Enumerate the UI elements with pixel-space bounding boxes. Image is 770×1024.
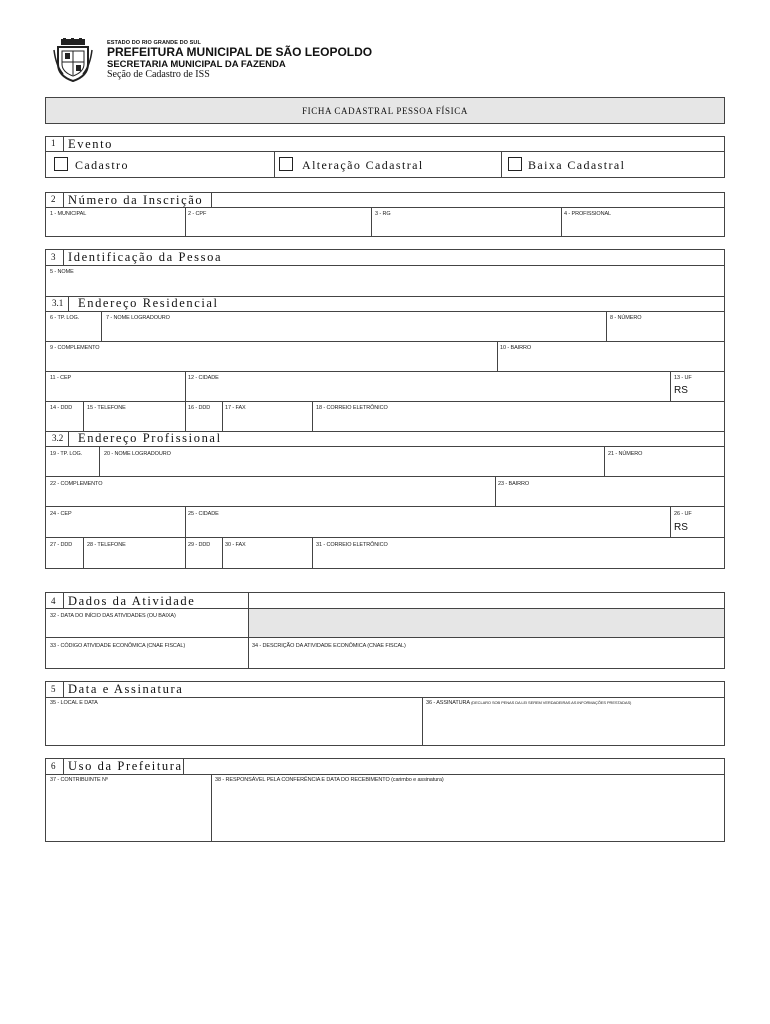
section-1-title: Evento bbox=[68, 137, 114, 151]
municipal-coat-of-arms-logo bbox=[53, 38, 93, 82]
section-3-2-number: 3.2 bbox=[52, 433, 64, 443]
section-4-number: 4 bbox=[51, 596, 56, 606]
field-38-responsavel-conferencia[interactable] bbox=[215, 777, 444, 783]
field-15-telefone[interactable]: 15 - TELEFONE bbox=[87, 405, 126, 411]
field-9-complemento[interactable]: 9 - COMPLEMENTO bbox=[50, 345, 100, 351]
checkbox-cadastro[interactable] bbox=[54, 157, 68, 171]
field-33-codigo-atividade[interactable]: 33 - CÓDIGO ATIVIDADE ECONÔMICA (CNAE FISCAL) bbox=[50, 643, 186, 649]
section-3-1-number: 3.1 bbox=[52, 298, 64, 308]
form-title: FICHA CADASTRAL PESSOA FÍSICA bbox=[302, 106, 468, 116]
field-18-correio-eletronico[interactable]: 18 - CORREIO ELETRÔNICO bbox=[316, 405, 388, 411]
field-34-descricao-atividade[interactable]: 34 - DESCRIÇÃO DA ATIVIDADE ECONÔMICA (CNAE FISCAL) bbox=[252, 643, 406, 649]
checkbox-baixa-cadastral-label: Baixa Cadastral bbox=[528, 158, 626, 172]
section-1-number: 1 bbox=[51, 138, 56, 148]
field-37-contribuinte-no[interactable]: 37 - CONTRIBUINTE Nº bbox=[50, 777, 108, 783]
field-2-cpf[interactable]: 2 - CPF bbox=[188, 211, 207, 217]
section-5-number: 5 bbox=[51, 684, 56, 694]
field-3-rg[interactable]: 3 - RG bbox=[375, 211, 391, 217]
section-4-title: Dados da Atividade bbox=[68, 594, 196, 608]
checkbox-cadastro-label: Cadastro bbox=[75, 158, 129, 172]
field-26-uf[interactable]: 26 - UF bbox=[674, 511, 692, 517]
checkbox-baixa-cadastral[interactable] bbox=[508, 157, 522, 171]
header-secao: Seção de Cadastro de ISS bbox=[107, 69, 210, 80]
field-36-assinatura-label: 36 - ASSINATURA bbox=[426, 700, 470, 706]
field-35-local-e-data[interactable]: 35 - LOCAL E DATA bbox=[50, 700, 98, 706]
field-20-nome-logradouro[interactable]: 20 - NOME LOGRADOURO bbox=[104, 451, 171, 457]
checkbox-alteracao-cadastral-label: Alteração Cadastral bbox=[302, 158, 424, 172]
field-25-cidade[interactable]: 25 - CIDADE bbox=[188, 511, 219, 517]
form-title-bar bbox=[45, 97, 725, 124]
field-36-assinatura-note: (DECLARO SOB PENAS DA LEI SEREM VERDADEIRAS AS INFORMAÇÕES PRESTADAS) bbox=[471, 700, 632, 705]
field-6-tp-log[interactable]: 6 - TP. LOG. bbox=[50, 315, 80, 321]
field-36-assinatura[interactable] bbox=[426, 700, 631, 706]
field-7-nome-logradouro[interactable]: 7 - NOME LOGRADOURO bbox=[106, 315, 170, 321]
header-state: ESTADO DO RIO GRANDE DO SUL bbox=[107, 40, 201, 46]
field-16-ddd[interactable]: 16 - DDD bbox=[188, 405, 211, 411]
field-13-uf[interactable]: 13 - UF bbox=[674, 375, 692, 381]
field-23-bairro[interactable]: 23 - BAIRRO bbox=[498, 481, 529, 487]
field-31-correio-eletronico[interactable]: 31 - CORREIO ELETRÔNICO bbox=[316, 542, 388, 548]
field-30-fax[interactable]: 30 - FAX bbox=[225, 542, 246, 548]
header-prefeitura: PREFEITURA MUNICIPAL DE SÃO LEOPOLDO bbox=[107, 45, 373, 59]
field-14-ddd[interactable]: 14 - DDD bbox=[50, 405, 73, 411]
field-4-profissional[interactable]: 4 - PROFISSIONAL bbox=[564, 211, 611, 217]
field-19-tp-log[interactable]: 19 - TP. LOG. bbox=[50, 451, 83, 457]
section-3-2-title: Endereço Profissional bbox=[78, 431, 222, 445]
section-3-1-title: Endereço Residencial bbox=[78, 296, 219, 310]
field-32-data-inicio-atividades[interactable]: 32 - DATA DO INÍCIO DAS ATIVIDADES (OU BAIXA) bbox=[50, 613, 176, 619]
field-22-complemento[interactable]: 22 - COMPLEMENTO bbox=[50, 481, 103, 487]
section-5-title: Data e Assinatura bbox=[68, 682, 184, 696]
field-38-label: 38 - RESPONSÁVEL PELA CONFERÊNCIA E DATA DO RECEBIMENTO bbox=[215, 777, 390, 783]
field-28-telefone[interactable]: 28 - TELEFONE bbox=[87, 542, 126, 548]
field-17-fax[interactable]: 17 - FAX bbox=[225, 405, 246, 411]
header-secretaria: SECRETARIA MUNICIPAL DA FAZENDA bbox=[107, 59, 286, 70]
field-27-ddd[interactable]: 27 - DDD bbox=[50, 542, 73, 548]
uf-residencial-value: RS bbox=[674, 385, 688, 396]
field-11-cep[interactable]: 11 - CEP bbox=[50, 375, 72, 381]
field-38-note: (carimbo e assinatura) bbox=[391, 777, 444, 783]
section-2-title: Número da Inscrição bbox=[68, 193, 204, 207]
field-24-cep[interactable]: 24 - CEP bbox=[50, 511, 72, 517]
section-6-title: Uso da Prefeitura bbox=[68, 759, 183, 773]
field-29-ddd[interactable]: 29 - DDD bbox=[188, 542, 211, 548]
field-10-bairro[interactable]: 10 - BAIRRO bbox=[500, 345, 531, 351]
section-2-number: 2 bbox=[51, 194, 56, 204]
field-21-numero[interactable]: 21 - NÚMERO bbox=[608, 451, 643, 457]
field-5-nome[interactable]: 5 - NOME bbox=[50, 269, 74, 275]
field-8-numero[interactable]: 8 - NÚMERO bbox=[610, 315, 642, 321]
field-12-cidade[interactable]: 12 - CIDADE bbox=[188, 375, 219, 381]
section-3-number: 3 bbox=[51, 252, 56, 262]
section-3-title: Identificação da Pessoa bbox=[68, 250, 223, 264]
checkbox-alteracao-cadastral[interactable] bbox=[279, 157, 293, 171]
field-1-municipal[interactable]: 1 - MUNICIPAL bbox=[50, 211, 87, 217]
section-6-number: 6 bbox=[51, 761, 56, 771]
uf-profissional-value: RS bbox=[674, 522, 688, 533]
